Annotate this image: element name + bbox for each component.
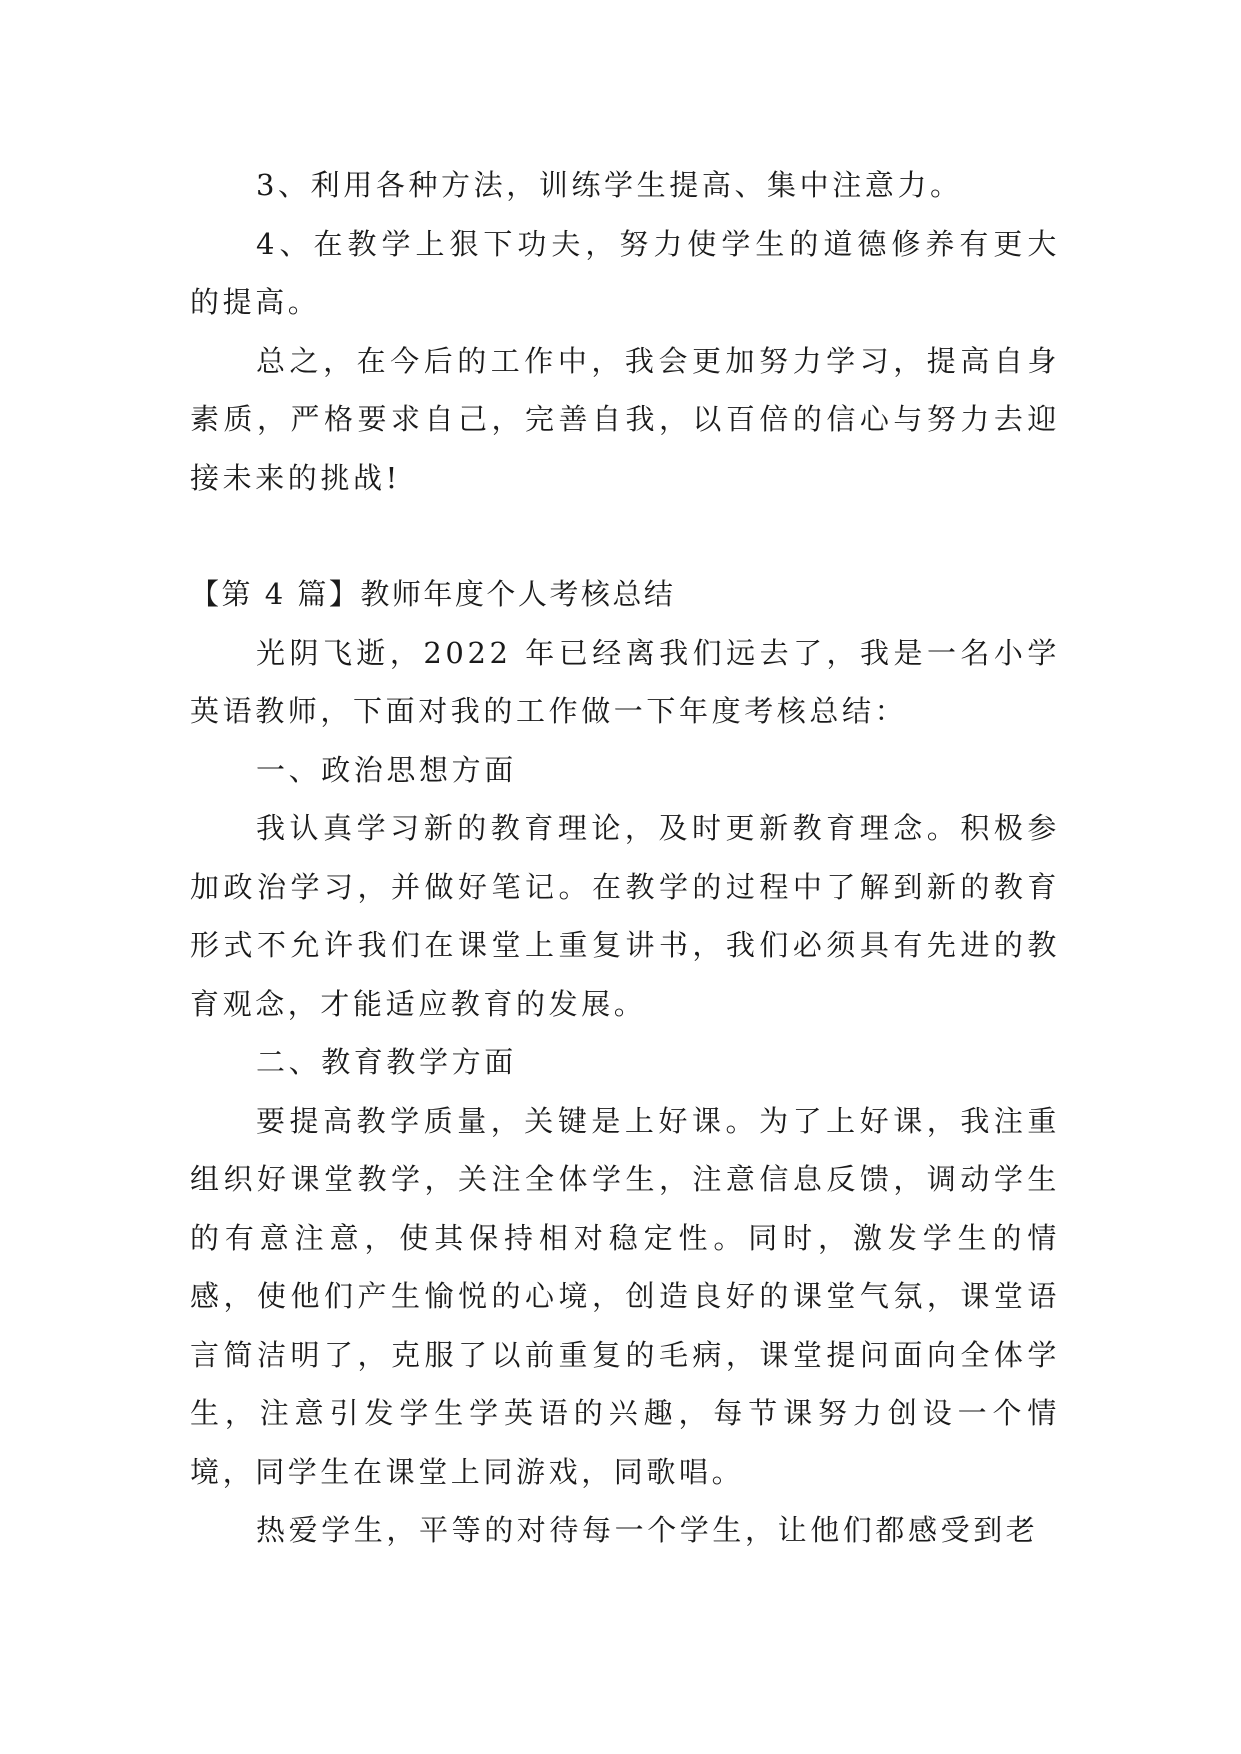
paragraph-political: 我认真学习新的教育理论，及时更新教育理念。积极参加政治学习，并做好笔记。在教学的过程中了解到新的教育形式不允许我们在课堂上重复讲书，我们必须具有先进的教育观念，才能适应教育的发展。	[190, 811, 1060, 1021]
subheading-teaching: 二、教育教学方面	[256, 1045, 517, 1079]
paragraph-intro: 光阴飞逝，2022 年已经离我们远去了，我是一名小学英语教师，下面对我的工作做一下年度考核总结：	[190, 635, 1060, 728]
paragraph-teaching: 要提高教学质量，关键是上好课。为了上好课，我注重组织好课堂教学，关注全体学生，注意信息反馈，调动学生的有意注意，使其保持相对稳定性。同时，激发学生的情感，使他们产生愉悦的心境，创造良好的课堂气氛，课堂语言简洁明了，克服了以前重复的毛病，课堂提问面向全体学生，注意引发学生学英语的兴趣，每节课努力创设一个情境，同学生在课堂上同游戏，同歌唱。	[190, 1103, 1060, 1489]
paragraph-students: 热爱学生，平等的对待每一个学生，让他们都感受到老	[256, 1513, 1039, 1547]
paragraph-item-3: 3、利用各种方法，训练学生提高、集中注意力。	[256, 168, 963, 202]
paragraph-conclusion: 总之，在今后的工作中，我会更加努力学习，提高自身素质，严格要求自己，完善自我，以百倍的信心与努力去迎接未来的挑战!	[190, 343, 1060, 495]
subheading-political: 一、政治思想方面	[256, 752, 517, 787]
document-body	[190, 156, 1060, 1560]
section-heading: 【第 4 篇】教师年度个人考核总结	[190, 577, 676, 611]
paragraph-item-4: 4、在教学上狠下功夫，努力使学生的道德修养有更大的提高。	[190, 226, 1060, 319]
section-gap	[190, 507, 1060, 565]
